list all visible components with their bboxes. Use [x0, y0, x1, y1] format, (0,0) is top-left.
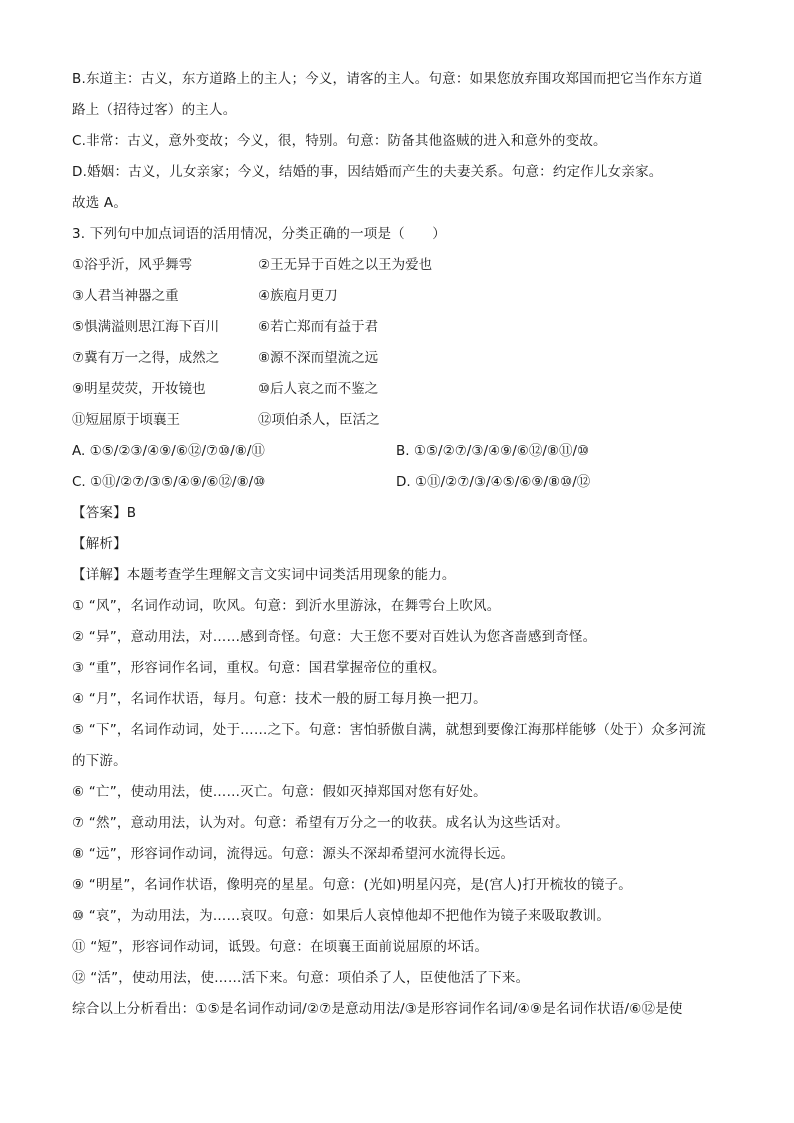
detail-intro: 【详解】本题考查学生理解文言文实词中词类活用现象的能力。	[72, 567, 456, 583]
sentence-item: ⑤惧满溢则思江海下百川	[72, 319, 220, 335]
sentence-row	[72, 281, 732, 312]
sentence-item: ⑪短屈原于顷襄王	[72, 412, 180, 428]
sentence-item: ④族庖月更刀	[258, 288, 338, 304]
sentence-row	[72, 374, 732, 405]
question-3-stem: 3. 下列句中加点词语的活用情况，分类正确的一项是（ ）	[72, 226, 446, 242]
option-c: C. ①⑪/②⑦/③⑤/④⑨/⑥⑫/⑧/⑩	[72, 474, 266, 490]
option-d: D. ①⑪/②⑦/③/④⑤/⑥⑨/⑧⑩/⑫	[396, 474, 591, 490]
option-b: B. ①⑤/②⑦/③/④⑨/⑥⑫/⑧⑪/⑩	[396, 443, 590, 459]
sentence-item: ⑦冀有万一之得，成然之	[72, 350, 220, 366]
sentence-item: ⑩后人哀之而不鉴之	[258, 381, 379, 397]
choose-a-line: 故选 A。	[72, 195, 128, 211]
explanation-line: ⑩ “哀”，为动用法，为……哀叹。句意：如果后人哀悼他却不把他作为镜子来吸取教训。	[72, 908, 611, 924]
option-a: A. ①⑤/②③/④⑨/⑥⑫/⑦⑩/⑧/⑪	[72, 443, 265, 459]
explanation-line: ③ “重”，形容词作名词，重权。句意：国君掌握帝位的重权。	[72, 660, 446, 676]
explanation-line: ② “异”，意动用法，对……感到奇怪。句意：大王您不要对百姓认为您吝啬感到奇怪。	[72, 629, 597, 645]
sentence-item: ②王无异于百姓之以王为爱也	[258, 257, 433, 273]
option-d-explanation: D.婚姻：古义，儿女亲家；今义，结婚的事，因结婚而产生的夫妻关系。句意：约定作儿女亲家。	[72, 164, 663, 180]
sentence-item: ⑫项伯杀人，臣活之	[258, 412, 380, 428]
option-b-explanation-line-2: 路上（招待过客）的主人。	[72, 102, 237, 118]
explanation-line: ④ “月”，名词作状语，每月。句意：技术一般的厨工每月换一把刀。	[72, 691, 487, 707]
answer-line: 【答案】B	[72, 505, 137, 521]
document-content	[72, 64, 732, 1025]
sentence-item: ⑥若亡郑而有益于君	[258, 319, 379, 335]
analysis-heading: 【解析】	[72, 536, 127, 552]
sentence-row	[72, 343, 732, 374]
explanation-line: 的下游。	[72, 753, 127, 769]
explanation-line: ① “风”，名词作动词，吹风。句意：到沂水里游泳，在舞雩台上吹风。	[72, 598, 501, 614]
option-row	[72, 467, 732, 498]
option-b-explanation-line-1: B.东道主：古义，东方道路上的主人；今义，请客的主人。句意：如果您放弃围攻郑国而把它当作东方道	[72, 71, 703, 87]
sentence-item: ⑧源不深而望流之远	[258, 350, 379, 366]
explanation-line: ⑪ “短”，形容词作动词，诋毁。句意：在顷襄王面前说屈原的坏话。	[72, 939, 489, 955]
summary-line: 综合以上分析看出：①⑤是名词作动词/②⑦是意动用法/③是形容词作名词/④⑨是名词作状语/⑥⑫是使	[72, 1001, 683, 1017]
option-c-explanation: C.非常：古义，意外变故；今义，很，特别。句意：防备其他盗贼的进入和意外的变故。	[72, 133, 607, 149]
explanation-line: ⑥ “亡”，使动用法，使……灭亡。句意：假如灭掉郑国对您有好处。	[72, 784, 487, 800]
explanation-line: ⑨ “明星”，名词作状语，像明亮的星星。句意：(光如)明星闪亮，是(宫人)打开梳妆的镜子。	[72, 877, 632, 893]
sentence-item: ③人君当神器之重	[72, 288, 179, 304]
sentence-row	[72, 250, 732, 281]
sentence-item: ①浴乎沂，风乎舞雩	[72, 257, 193, 273]
explanation-line: ⑦ “然”，意动用法，认为对。句意：希望有万分之一的收获。成名认为这些话对。	[72, 815, 569, 831]
explanation-line: ⑧ “远”，形容词作动词，流得远。句意：源头不深却希望河水流得长远。	[72, 846, 515, 862]
sentence-item: ⑨明星荧荧，开妆镜也	[72, 381, 206, 397]
sentence-row	[72, 312, 732, 343]
sentence-row	[72, 405, 732, 436]
option-row	[72, 436, 732, 467]
explanation-line: ⑤ “下”，名词作动词，处于……之下。句意：害怕骄傲自满，就想到要像江海那样能够（处于）众多河流	[72, 722, 706, 738]
explanation-line: ⑫ “活”，使动用法，使……活下来。句意：项伯杀了人，臣使他活了下来。	[72, 970, 530, 986]
